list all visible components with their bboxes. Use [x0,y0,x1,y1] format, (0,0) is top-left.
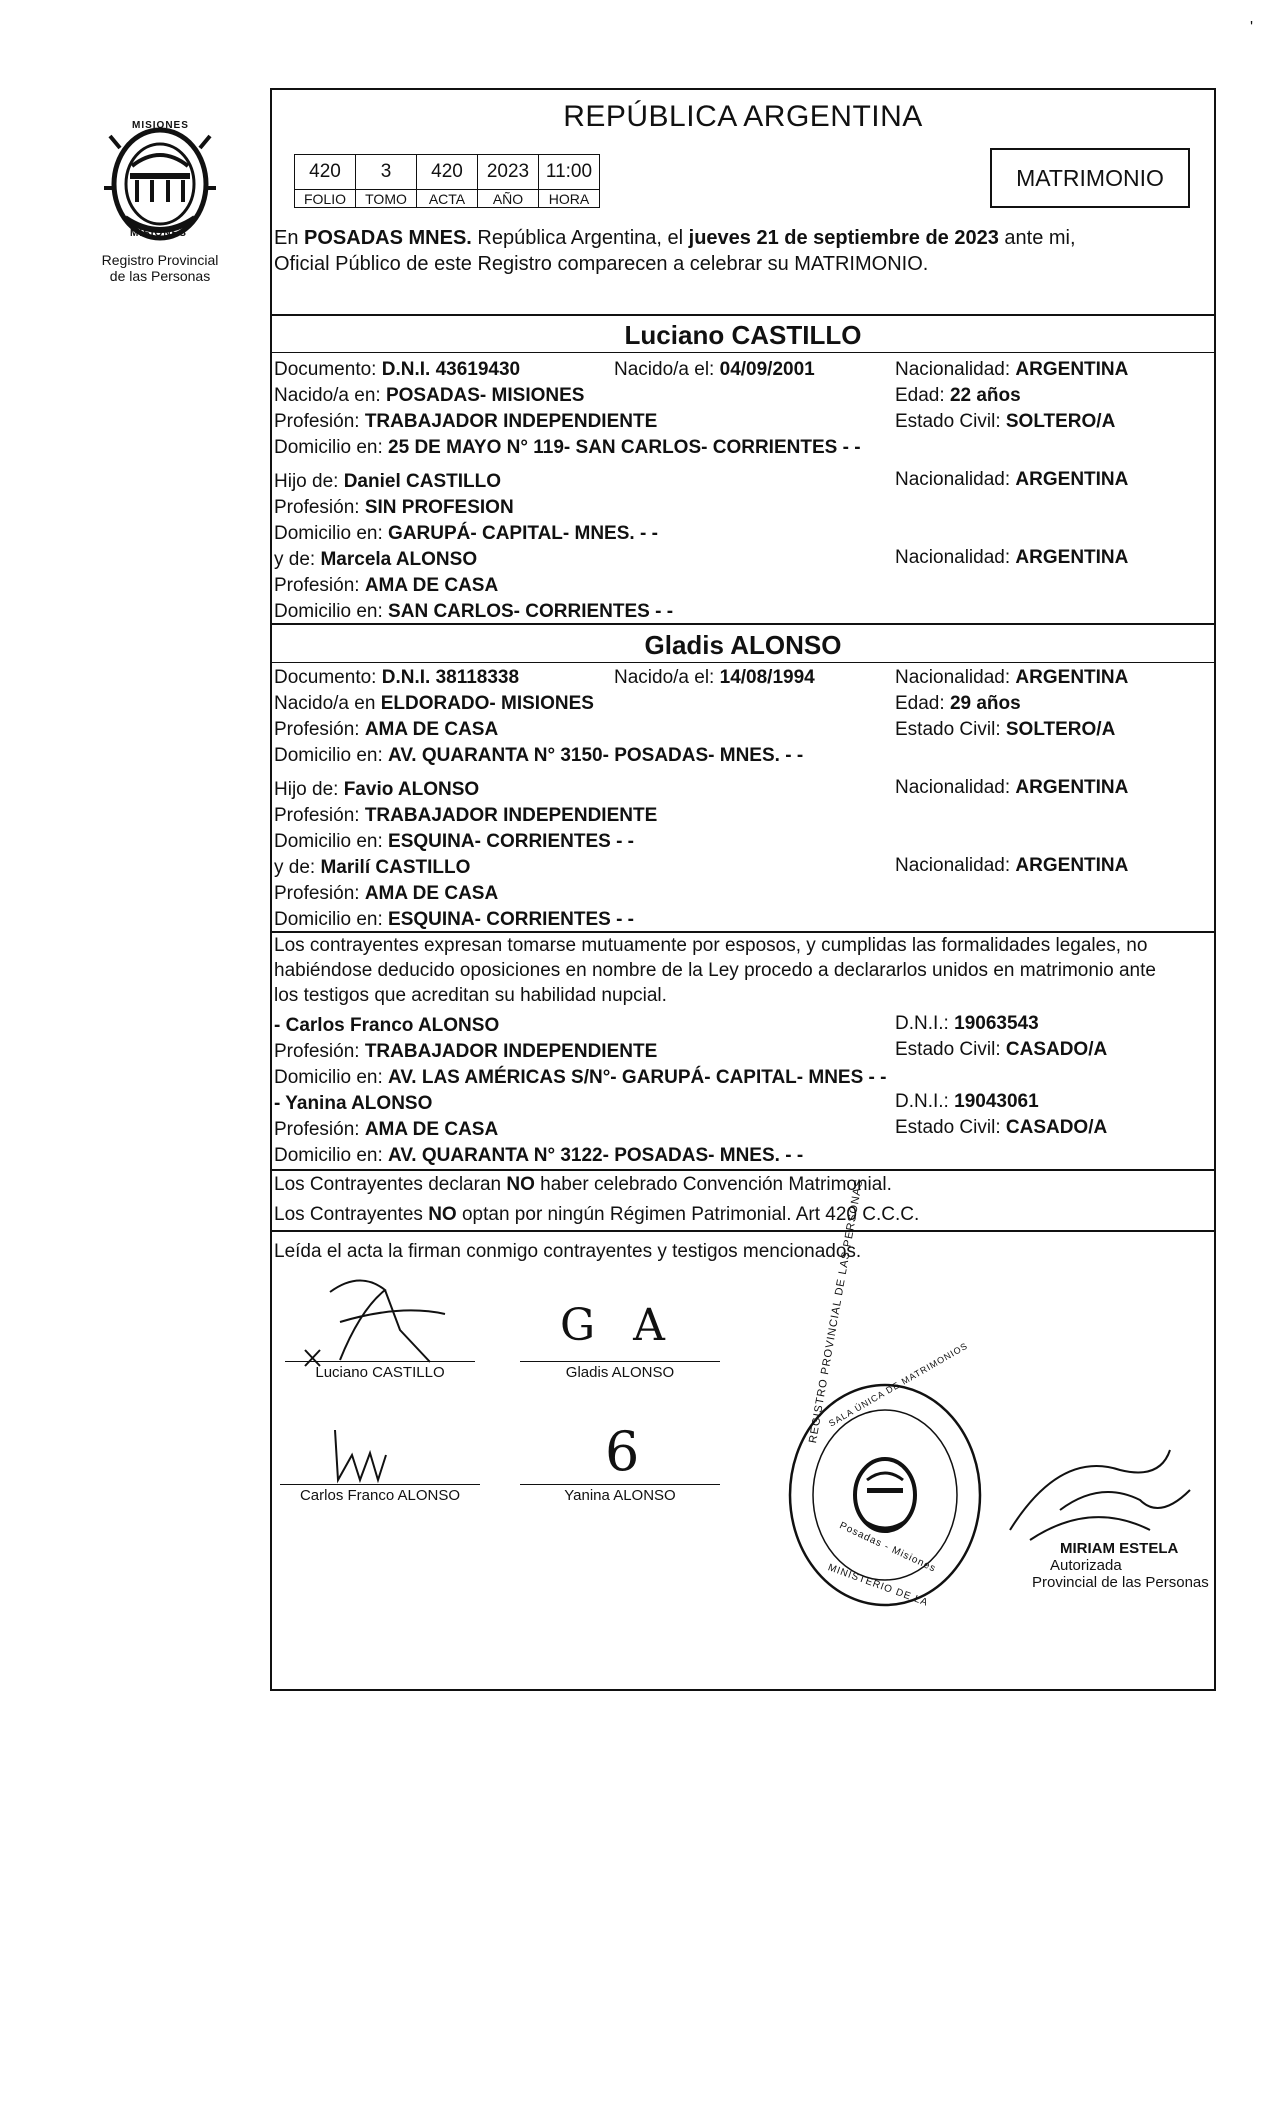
logo-text-bottom: MISIONES [130,228,187,239]
divider [270,662,1216,663]
declaration-line3: los testigos que acreditan su habilidad nupcial. [274,985,667,1006]
official-signature-scribble [1000,1440,1200,1550]
logo-caption [80,252,240,284]
province-coat-of-arms-logo [100,118,220,248]
tomo-value: 3 [356,155,417,190]
registry-table [294,154,600,208]
spouse1-birthplace: Nacido/a en: POSADAS- MISIONES [274,385,585,406]
witness1-name: - Carlos Franco ALONSO [274,1015,500,1036]
witness2-dni: D.N.I.: 19043061 [895,1091,1039,1112]
divider [270,623,1216,625]
spouse1-mother-nationality: Nacionalidad: ARGENTINA [895,547,1129,568]
witness1-dni: D.N.I.: 19063543 [895,1013,1039,1034]
seal-bottom-text: MINISTERIO DE LA [826,1562,930,1609]
witness2-civil-status: Estado Civil: CASADO/A [895,1117,1108,1138]
regime-line1: Los Contrayentes declaran NO haber celebrado Convención Matrimonial. [274,1174,892,1195]
acta-label: ACTA [417,190,478,208]
signature-carlos-scribble [330,1425,400,1485]
signature-line [280,1484,480,1485]
spouse2-civil-status: Estado Civil: SOLTERO/A [895,719,1116,740]
page-title: REPÚBLICA ARGENTINA [563,100,923,133]
witness2-name: - Yanina ALONSO [274,1093,433,1114]
spouse1-nationality: Nacionalidad: ARGENTINA [895,359,1129,380]
acta-value: 420 [417,155,478,190]
spouse1-civil-status: Estado Civil: SOLTERO/A [895,411,1116,432]
ano-value: 2023 [478,155,539,190]
signature-label-carlos: Carlos Franco ALONSO [299,1487,461,1504]
seal-ring-text: REGISTRO PROVINCIAL DE LAS PERSONAS [807,1177,866,1445]
spouse2-mother: y de: Marilí CASTILLO [274,857,471,878]
divider [270,314,1216,316]
declaration-line2: habiéndose deducido oposiciones en nombre de la Ley procedo a declararlos unidos en matrimonio ante [274,960,1156,981]
signature-line [285,1361,475,1362]
hora-label: HORA [539,190,600,208]
spouse1-father-profession: Profesión: SIN PROFESION [274,497,514,518]
act-type-box: MATRIMONIO [990,148,1190,208]
logo-caption-line2: de las Personas [109,268,211,284]
closing-statement: Leída el acta la firman conmigo contrayentes y testigos mencionados. [274,1241,862,1262]
spouse1-father-address: Domicilio en: GARUPÁ- CAPITAL- MNES. - - [274,523,658,544]
official-stamp-line1: MIRIAM ESTELA [1060,1540,1179,1557]
spouse1-mother-profession: Profesión: AMA DE CASA [274,575,499,596]
signature-yanina-handwritten: 6 [605,1420,640,1483]
spouse1-name: Luciano CASTILLO [624,320,862,350]
intro-line1: En POSADAS MNES. República Argentina, el jueves 21 de septiembre de 2023 ante mi, [274,227,1076,249]
signature-gladis-handwritten: G A [560,1300,677,1351]
spouse2-father-address: Domicilio en: ESQUINA- CORRIENTES - - [274,831,634,852]
spouse1-profession: Profesión: TRABAJADOR INDEPENDIENTE [274,411,658,432]
spouse2-father-profession: Profesión: TRABAJADOR INDEPENDIENTE [274,805,658,826]
spouse2-mother-nationality: Nacionalidad: ARGENTINA [895,855,1129,876]
spouse1-mother-address: Domicilio en: SAN CARLOS- CORRIENTES - - [274,601,674,622]
spouse1-father: Hijo de: Daniel CASTILLO [274,471,501,492]
signature-label-yanina: Yanina ALONSO [564,1487,676,1504]
official-stamp [1022,1540,1209,1591]
spouse2-father-nationality: Nacionalidad: ARGENTINA [895,777,1129,798]
spouse1-age: Edad: 22 años [895,385,1021,406]
corner-mark: ' [1250,19,1254,36]
spouse2-profession: Profesión: AMA DE CASA [274,719,499,740]
spouse1-document: Documento: D.N.I. 43619430 [274,359,521,380]
spouse2-document: Documento: D.N.I. 38118338 [274,667,520,688]
regime-line2: Los Contrayentes NO optan por ningún Régimen Patrimonial. Art 420 C.C.C. [274,1204,920,1225]
signature-line [520,1361,720,1362]
folio-label: FOLIO [295,190,356,208]
official-seal [785,1177,985,1610]
spouse2-birthplace: Nacido/a en ELDORADO- MISIONES [274,693,594,714]
spouse2-birthdate: Nacido/a el: 14/08/1994 [614,667,815,688]
spouse1-mother: y de: Marcela ALONSO [274,549,478,570]
spouse2-address: Domicilio en: AV. QUARANTA N° 3150- POSADAS- MNES. - - [274,745,804,766]
seal-city-text: Posadas - Misiones [837,1520,938,1575]
spouse1-address: Domicilio en: 25 DE MAYO N° 119- SAN CARLOS- CORRIENTES - - [274,437,861,458]
signature-label-luciano: Luciano CASTILLO [315,1364,445,1381]
witness1-civil-status: Estado Civil: CASADO/A [895,1039,1108,1060]
spouse2-father: Hijo de: Favio ALONSO [274,779,480,800]
witness1-profession: Profesión: TRABAJADOR INDEPENDIENTE [274,1041,658,1062]
official-stamp-line3: Provincial de las Personas [1032,1574,1209,1591]
declaration-line1: Los contrayentes expresan tomarse mutuamente por esposos, y cumplidas las formalidades legales, no [274,935,1148,956]
ano-label: AÑO [478,190,539,208]
spouse2-mother-address: Domicilio en: ESQUINA- CORRIENTES - - [274,909,634,930]
signature-line [520,1484,720,1485]
seal-inner-text: SALA ÚNICA DE MATRIMONIOS [827,1340,970,1429]
logo-caption-line1: Registro Provincial [101,252,219,268]
tomo-label: TOMO [356,190,417,208]
intro-line2: Oficial Público de este Registro comparecen a celebrar su MATRIMONIO. [274,253,929,275]
hora-value: 11:00 [539,155,600,190]
witness2-profession: Profesión: AMA DE CASA [274,1119,499,1140]
spouse2-mother-profession: Profesión: AMA DE CASA [274,883,499,904]
spouse1-birthdate: Nacido/a el: 04/09/2001 [614,359,815,380]
divider [270,1230,1216,1232]
witness1-address: Domicilio en: AV. LAS AMÉRICAS S/N°- GARUPÁ- CAPITAL- MNES - - [274,1067,887,1088]
spouse2-age: Edad: 29 años [895,693,1021,714]
official-stamp-line2: Autorizada [1050,1557,1122,1574]
logo-text-top: MISIONES [132,120,189,131]
divider [270,931,1216,933]
divider [270,352,1216,353]
spouse2-name: Gladis ALONSO [644,630,842,660]
divider [270,1169,1216,1171]
spouse2-nationality: Nacionalidad: ARGENTINA [895,667,1129,688]
signature-label-gladis: Gladis ALONSO [565,1364,675,1381]
spouse1-father-nationality: Nacionalidad: ARGENTINA [895,469,1129,490]
folio-value: 420 [295,155,356,190]
witness2-address: Domicilio en: AV. QUARANTA N° 3122- POSADAS- MNES. - - [274,1145,804,1166]
